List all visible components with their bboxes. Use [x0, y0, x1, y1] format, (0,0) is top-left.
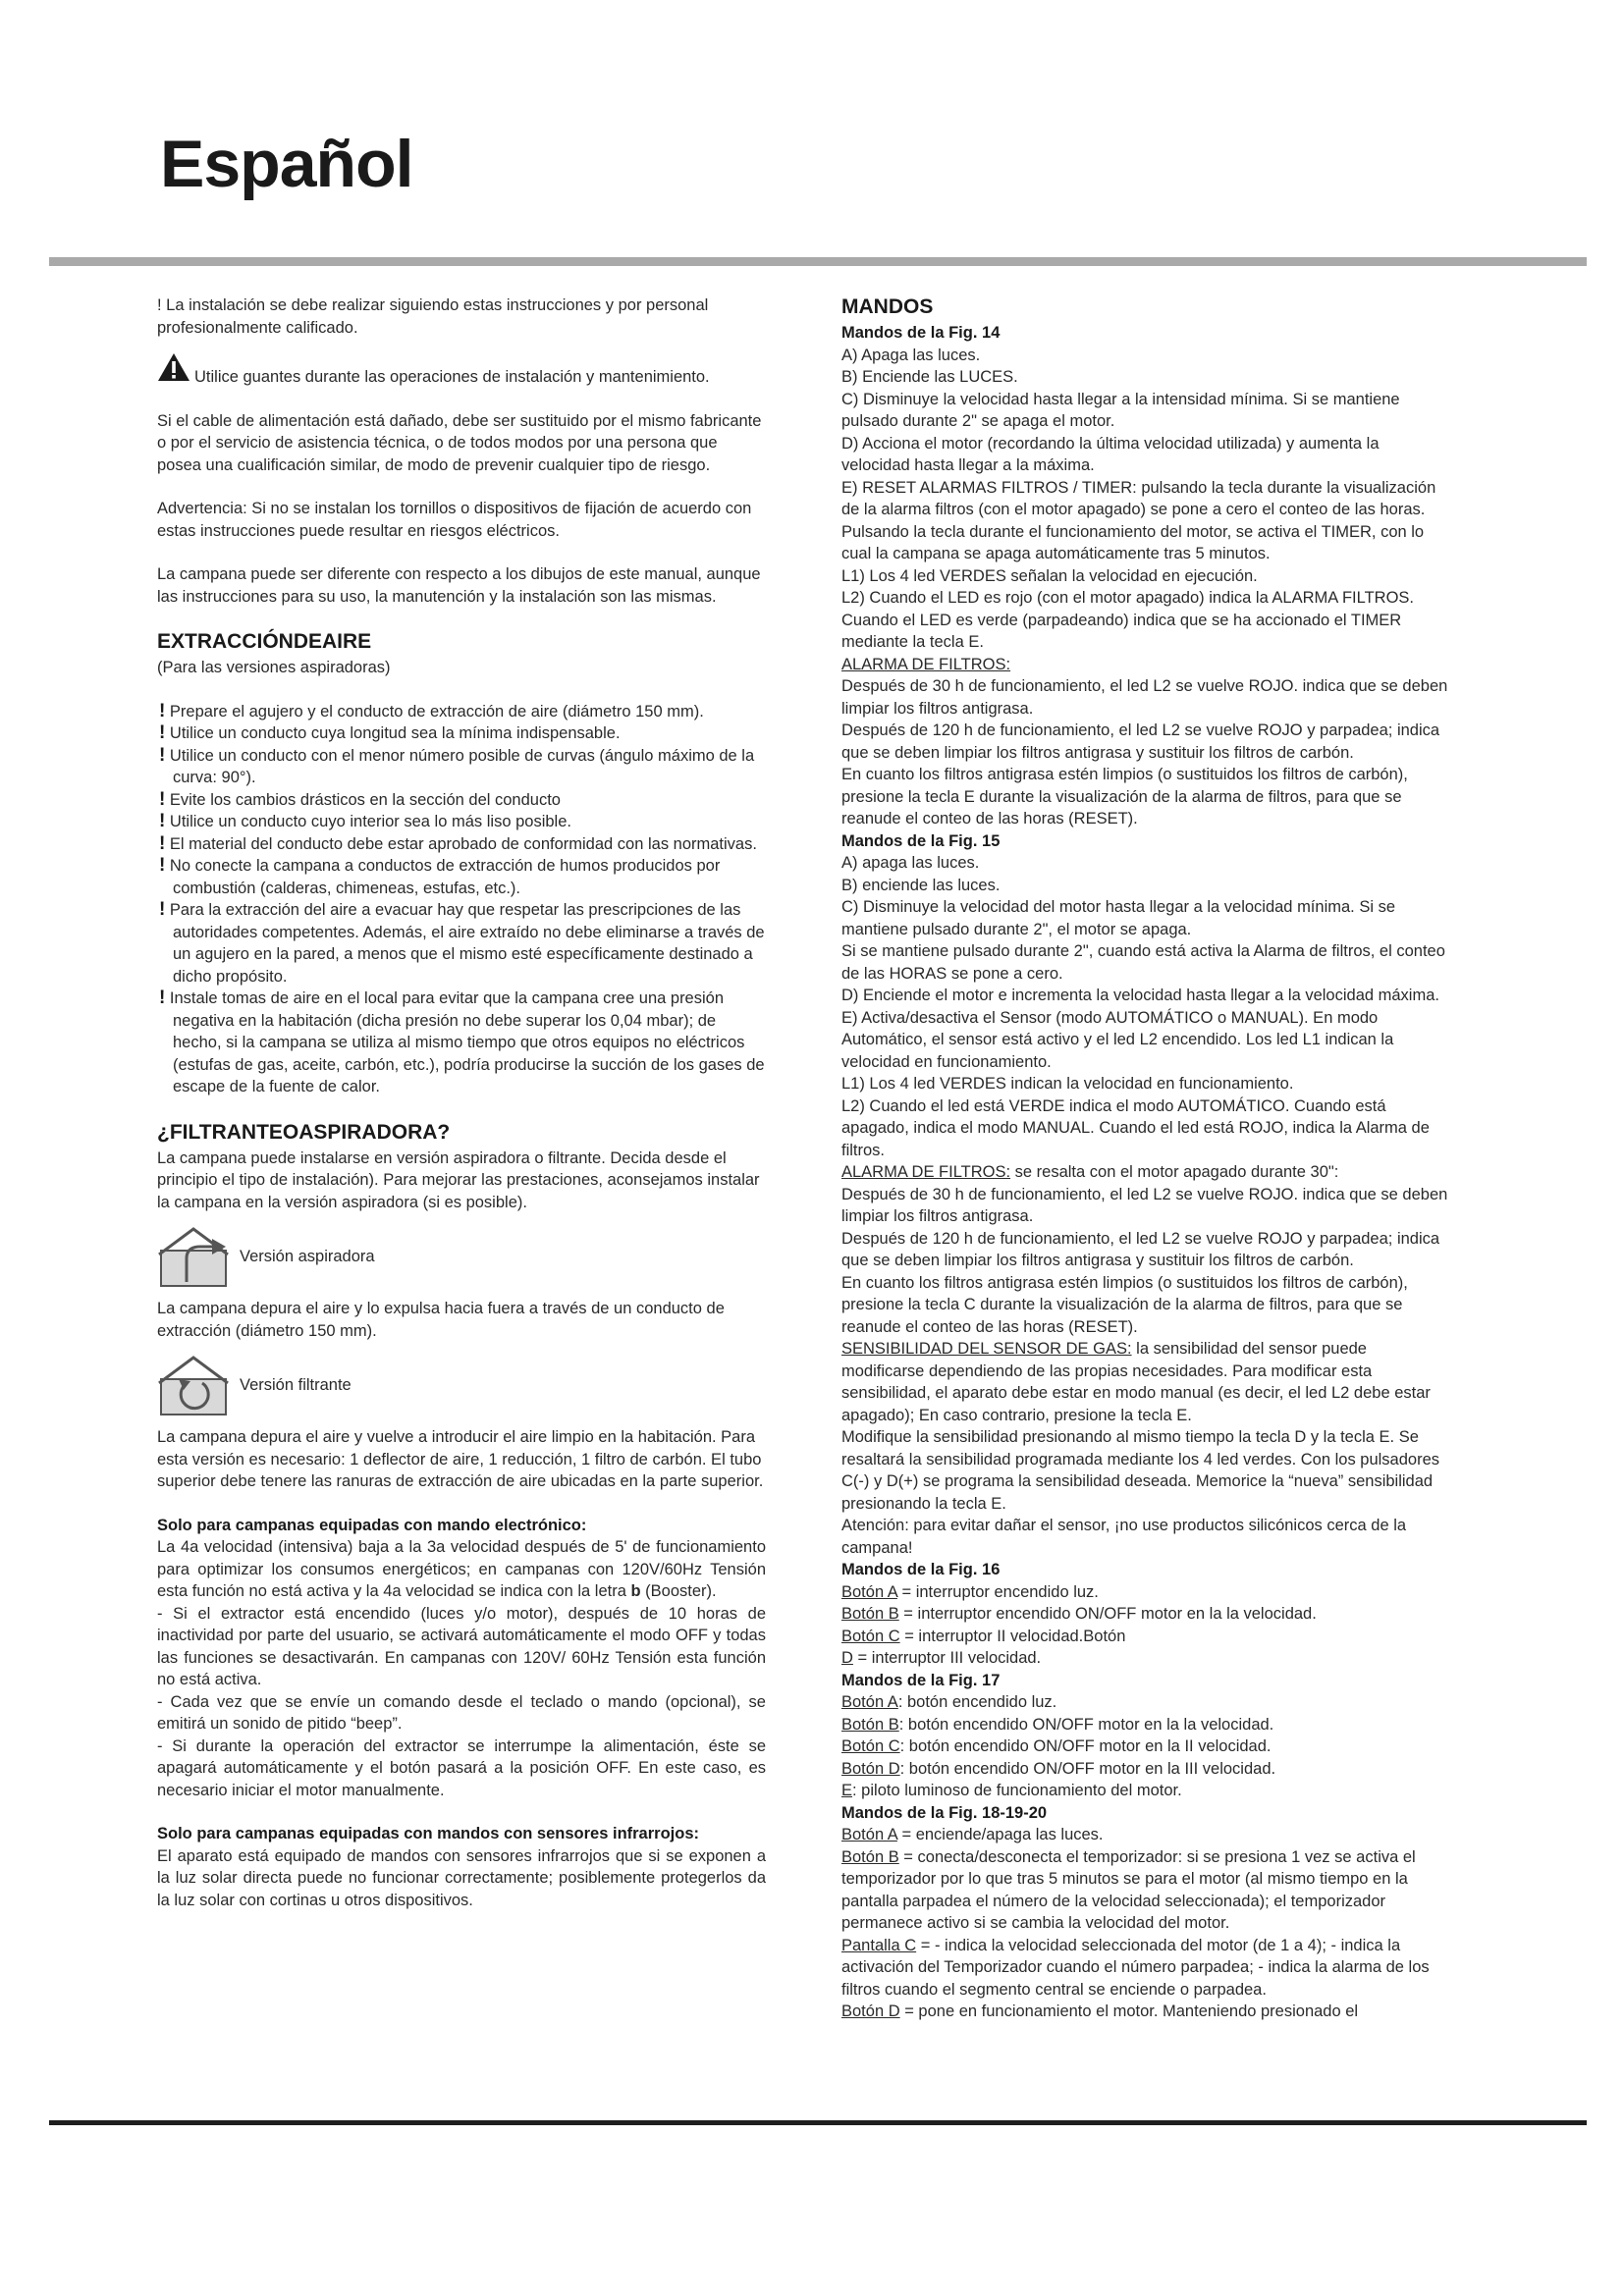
fig15-a: A) apaga las luces.: [841, 854, 980, 872]
fig17-d: Botón D: botón encendido ON/OFF motor en la III velocidad.: [841, 1759, 1276, 1778]
filtrante-paragraph: La campana puede instalarse en versión aspiradora o filtrante. Decida desde el principio el tipo de instalación). Para mejorar las prestaciones, aconsejamos instalar la campana en la versión aspiradora (si es posible).: [157, 1148, 760, 1211]
fig14-e: E) RESET ALARMAS FILTROS / TIMER: pulsando la tecla durante la visualización de la alarma filtros (con el motor apagado) se pone a cero el conteo de las horas. Pulsando la tecla durante el funcionamiento del motor, se activa el TIMER, con lo cual la campana se apaga automáticamente tras 5 minutos.: [841, 478, 1436, 562]
fig15-e: E) Activa/desactiva el Sensor (modo AUTOMÁTICO o MANUAL). En modo Automático, el sensor está activo y el led L2 encendido. Los led L1 indican la velocidad en funcionamiento.: [841, 1008, 1394, 1071]
extraccion-list: [157, 701, 766, 1098]
warning-text: Utilice guantes durante las operaciones de instalación y mantenimiento.: [194, 368, 710, 386]
fig15-alarma-2: Después de 120 h de funcionamiento, el led L2 se vuelve ROJO y parpadea; indica que se deben limpiar los filtros antigrasa y sustituir los filtros de carbón.: [841, 1229, 1440, 1269]
list-item: ! Instale tomas de aire en el local para evitar que la campana cree una presión negativa en la habitación (dicha presión no debe superar los 0,04 mbar); de hecho, si la campana se utiliza al mismo tiempo que otros equipos no eléctricos (estufas de gas, aceite, carbón, etc.), podría producirse la succión de los gases de escape de la fuente de calor.: [159, 988, 765, 1095]
fig16-c: Botón C = interruptor II velocidad.Botón: [841, 1627, 1126, 1645]
fig15-c2: Si se mantiene pulsado durante 2", cuando está activa la Alarma de filtros, el conteo de las HORAS se pone a cero.: [841, 942, 1445, 983]
sensor-paragraph-3: Atención: para evitar dañar el sensor, ¡no use productos silicónicos cerca de la campana!: [841, 1517, 1407, 1557]
version-filtrante-row: [157, 1354, 766, 1416]
electronico-paragraph-1: La 4a velocidad (intensiva) baja a la 3a velocidad después de 5' de funcionamiento para optimizar los consumos energéticos; en campanas con 120V/60Hz Tensión esta función no está activa y la 4a velocidad se indica con la letra b (Booster).: [157, 1538, 766, 1600]
fig14-d: D) Acciona el motor (recordando la última velocidad utilizada) y aumenta la velocidad hasta llegar a la máxima.: [841, 434, 1380, 474]
left-column: [157, 294, 766, 1911]
fig14-alarma-1: Después de 30 h de funcionamiento, el led L2 se vuelve ROJO. indica que se deben limpiar los filtros antigrasa.: [841, 677, 1448, 718]
list-item: ! Utilice un conducto cuyo interior sea lo más liso posible.: [159, 811, 571, 831]
campana-paragraph: La campana puede ser diferente con respecto a los dibujos de este manual, aunque las instrucciones para su uso, la manutención y la instalación son las mismas.: [157, 565, 761, 606]
electronico-paragraph-2: - Si el extractor está encendido (luces y/o motor), después de 10 horas de inactividad por parte del usuario, se activará automáticamente el modo OFF y todas las funciones se desactivarán. En campanas con 120V/ 60Hz Tensión esta función no está activa.: [157, 1604, 766, 1688]
fig14-alarma-2: Después de 120 h de funcionamiento, el led L2 se vuelve ROJO y parpadea; indica que se deben limpiar los filtros antigrasa y sustituir los filtros de carbón.: [841, 721, 1440, 762]
advertencia-paragraph: Advertencia: Si no se instalan los tornillos o dispositivos de fijación de acuerdo con estas instrucciones puede resultar en riesgos eléctricos.: [157, 500, 752, 540]
list-item: ! Para la extracción del aire a evacuar hay que respetar las prescripciones de las autoridades competentes. Además, el aire extraído no debe eliminarse a través de un agujero en la pared, a menos que el mismo esté específicamente destinado a dicho propósito.: [159, 899, 765, 986]
infrarrojos-heading: Solo para campanas equipadas con mandos con sensores infrarrojos:: [157, 1825, 699, 1842]
top-divider: [49, 257, 1587, 266]
list-item: ! Utilice un conducto con el menor número posible de curvas (ángulo máximo de la curva: 90°).: [159, 744, 755, 786]
bottom-divider: [49, 2120, 1587, 2125]
fig16-d: D = interruptor III velocidad.: [841, 1649, 1042, 1667]
fig16-heading: Mandos de la Fig. 16: [841, 1561, 1001, 1578]
fig14-heading: Mandos de la Fig. 14: [841, 324, 1001, 342]
fig14-alarma-3: En cuanto los filtros antigrasa estén limpios (o sustituidos los filtros de carbón), presione la tecla E durante la visualización de la alarma de filtros, para que se reanude el conteo de las horas (RESET).: [841, 766, 1408, 828]
house-recirculation-icon: [157, 1354, 232, 1416]
electronico-paragraph-3: - Cada vez que se envíe un comando desde el teclado o mando (opcional), se emitirá un sonido de pitido “beep”.: [157, 1692, 766, 1733]
fig17-e: E: piloto luminoso de funcionamiento del motor.: [841, 1782, 1182, 1799]
house-exhaust-icon: [157, 1225, 232, 1288]
fig16-a: Botón A = interruptor encendido luz.: [841, 1582, 1099, 1601]
extraccion-heading: EXTRACCIÓNDEAIRE: [157, 630, 372, 653]
fig18-d: Botón D = pone en funcionamiento el motor. Manteniendo presionado el: [841, 2002, 1359, 2020]
list-item: ! Prepare el agujero y el conducto de extracción de aire (diámetro 150 mm).: [159, 700, 704, 721]
gloves-warning: [157, 360, 766, 389]
fig14-b: B) Enciende las LUCES.: [841, 368, 1018, 386]
fig15-alarma-1: Después de 30 h de funcionamiento, el led L2 se vuelve ROJO. indica que se deben limpiar los filtros antigrasa.: [841, 1185, 1448, 1225]
mandos-heading: MANDOS: [841, 295, 934, 318]
fig17-heading: Mandos de la Fig. 17: [841, 1671, 1001, 1689]
fig14-alarma-label: ALARMA DE FILTROS:: [841, 655, 1011, 673]
fig15-l1: L1) Los 4 led VERDES indican la velocidad en funcionamiento.: [841, 1075, 1294, 1093]
fig18-heading: Mandos de la Fig. 18-19-20: [841, 1803, 1048, 1822]
fig17-a: Botón A: botón encendido luz.: [841, 1693, 1057, 1711]
version-aspiradora-text: La campana depura el aire y lo expulsa hacia fuera a través de un conducto de extracción (diámetro 150 mm).: [157, 1300, 725, 1340]
version-aspiradora-row: [157, 1225, 766, 1288]
version-filtrante-label: Versión filtrante: [240, 1375, 352, 1394]
intro-paragraph: ! La instalación se debe realizar siguiendo estas instrucciones y por personal profesionalmente calificado.: [157, 296, 709, 337]
fig15-alarma-3: En cuanto los filtros antigrasa estén limpios (o sustituidos los filtros de carbón), presione la tecla C durante la visualización de la alarma de filtros, para que se reanude el conteo de las horas (RESET).: [841, 1273, 1408, 1336]
filtrante-heading: ¿FILTRANTEOASPIRADORA?: [157, 1120, 451, 1144]
fig15-c: C) Disminuye la velocidad del motor hasta llegar a la velocidad mínima. Si se mantiene pulsado durante 2", el motor se apaga.: [841, 898, 1396, 938]
version-filtrante-text: La campana depura el aire y vuelve a introducir el aire limpio en la habitación. Para esta versión es necesario: 1 deflector de aire, 1 reducción, 1 filtro de carbón. El tubo superior debe tenere las ranuras de extracción de aire ubicadas en la parte superior.: [157, 1428, 764, 1490]
infrarrojos-paragraph: El aparato está equipado de mandos con sensores infrarrojos que si se exponen a la luz solar directa puede no funcionar correctamente; posiblemente protegerlos da la luz solar con cortinas u otros dispositivos.: [157, 1846, 766, 1909]
fig14-l1: L1) Los 4 led VERDES señalan la velocidad en ejecución.: [841, 566, 1258, 585]
fig15-l2: L2) Cuando el led está VERDE indica el modo AUTOMÁTICO. Cuando está apagado, indica el modo MANUAL. Cuando el led está ROJO, indica la Alarma de filtros.: [841, 1096, 1430, 1159]
electronico-paragraph-4: - Si durante la operación del extractor se interrumpe la alimentación, éste se apagará automáticamente y el botón pasará a la posición OFF. En este caso, es necesario iniciar el motor manualmente.: [157, 1736, 766, 1799]
list-item: ! El material del conducto debe estar aprobado de conformidad con las normativas.: [159, 832, 757, 854]
list-item: ! No conecte la campana a conductos de extracción de humos producidos por combustión (calderas, chimeneas, estufas, etc.).: [159, 855, 721, 897]
list-item: ! Evite los cambios drásticos en la sección del conducto: [159, 788, 561, 810]
sensor-paragraph: SENSIBILIDAD DEL SENSOR DE GAS: la sensibilidad del sensor puede modificarse dependiendo de las propias necesidades. Para modificar esta sensibilidad, el aparato debe estar en modo manual (es decir, el led L2 debe estar apagado); En caso contrario, presione la tecla E.: [841, 1340, 1431, 1424]
sensor-paragraph-2: Modifique la sensibilidad presionando al mismo tiempo la tecla D y la tecla E. Se resaltará la sensibilidad programada mediante los 4 led verdes. Con los pulsadores C(-) y D(+) se programa la sensibilidad deseada. Memorice la “nueva” sensibilidad presionando la tecla E.: [841, 1428, 1440, 1513]
extraccion-subtitle: (Para las versiones aspiradoras): [157, 659, 391, 676]
page-title: Español: [160, 127, 413, 201]
fig16-b: Botón B = interruptor encendido ON/OFF motor en la la velocidad.: [841, 1605, 1317, 1623]
fig17-b: Botón B: botón encendido ON/OFF motor en la la velocidad.: [841, 1715, 1274, 1734]
fig14-c: C) Disminuye la velocidad hasta llegar a la intensidad mínima. Si se mantiene pulsado durante 2" se apaga el motor.: [841, 390, 1400, 430]
electronico-heading: Solo para campanas equipadas con mando electrónico:: [157, 1516, 587, 1534]
fig14-l2: L2) Cuando el LED es rojo (con el motor apagado) indica la ALARMA FILTROS. Cuando el LED es verde (parpadeando) indica que se ha accionado el TIMER mediante la tecla E.: [841, 589, 1414, 651]
fig15-heading: Mandos de la Fig. 15: [841, 831, 1001, 850]
fig18-a: Botón A = enciende/apaga las luces.: [841, 1826, 1104, 1843]
fig15-d: D) Enciende el motor e incrementa la velocidad hasta llegar a la velocidad máxima.: [841, 987, 1439, 1004]
warning-icon: [157, 352, 190, 382]
fig18-b: Botón B = conecta/desconecta el temporizador: si se presiona 1 vez se activa el temporizador por lo que tras 5 minutos se para el motor (al mismo tiempo en la pantalla parpadea el número de la velocidad seleccionada); el temporizador permanece activo si se cambia la velocidad del motor.: [841, 1847, 1416, 1932]
fig15-alarma: ALARMA DE FILTROS: se resalta con el motor apagado durante 30":: [841, 1163, 1339, 1181]
fig15-b: B) enciende las luces.: [841, 876, 1001, 894]
fig18-c: Pantalla C = - indica la velocidad seleccionada del motor (de 1 a 4); - indica la activación del Temporizador cuando el número parpadea; - indica la alarma de los filtros cuando el segmento central se enciende o parpadea.: [841, 1936, 1430, 1999]
fig14-a: A) Apaga las luces.: [841, 346, 981, 364]
cable-paragraph: Si el cable de alimentación está dañado, debe ser sustituido por el mismo fabricante o por el servicio de asistencia técnica, o de todos modos por una persona que posea una cualificación similar, de modo de prevenir cualquier tipo de riesgo.: [157, 411, 762, 474]
version-aspiradora-label: Versión aspiradora: [240, 1247, 375, 1265]
list-item: ! Utilice un conducto cuya longitud sea la mínima indispensable.: [159, 722, 621, 743]
right-column: [841, 294, 1450, 2023]
fig17-c: Botón C: botón encendido ON/OFF motor en la II velocidad.: [841, 1737, 1272, 1755]
